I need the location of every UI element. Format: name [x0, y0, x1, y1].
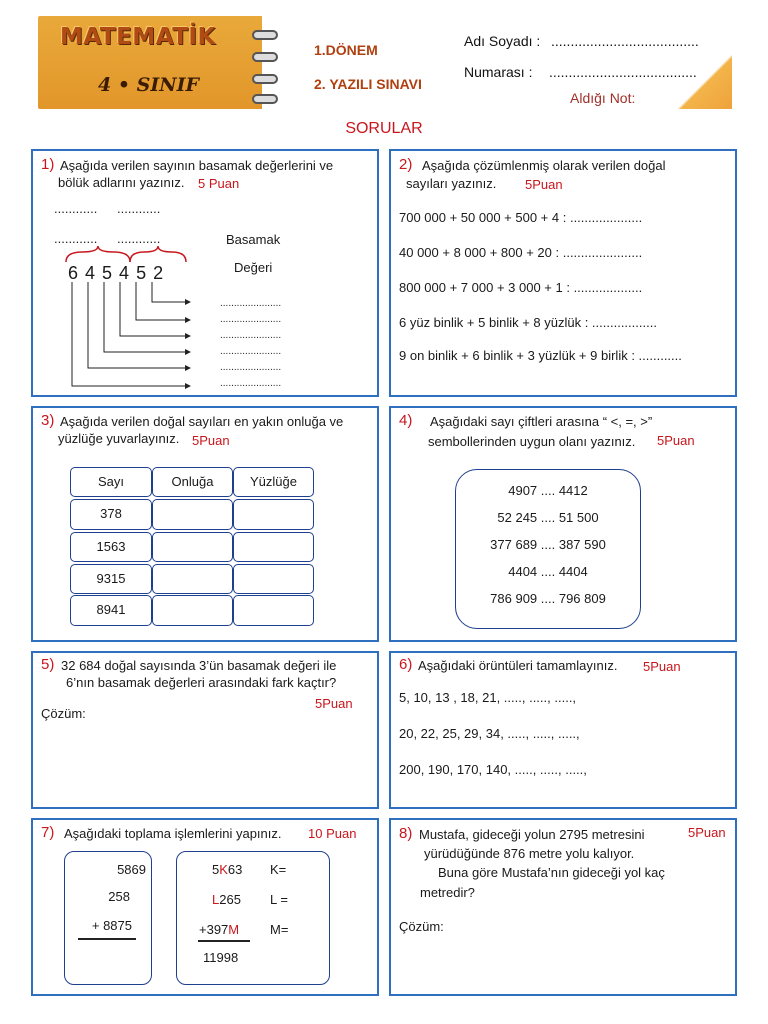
k-answer[interactable]: K= [270, 862, 287, 877]
number-label: Numarası : [464, 64, 533, 80]
question-text: yüzlüğe yuvarlayınız. [58, 431, 180, 446]
question-text: Aşağıdaki örüntüleri tamamlayınız. [418, 658, 618, 673]
unknown-k: K [219, 862, 228, 877]
unknown-m: M [228, 922, 240, 937]
digit: 4 [119, 263, 137, 283]
number-field[interactable]: ...................................... [549, 64, 697, 80]
digit: 5 [136, 263, 154, 283]
answer-line[interactable]: ...................... [220, 346, 282, 357]
grade-label: Aldığı Not: [570, 90, 636, 106]
digit: 5 [102, 263, 120, 283]
digit: 4 [85, 263, 103, 283]
answer-line[interactable]: ...................... [220, 378, 282, 389]
pattern-line[interactable]: 5, 10, 13 , 18, 21, ....., ....., ....., [399, 690, 577, 705]
question-text: sembollerinden uygun olanı yazınız. [428, 434, 636, 449]
question-text: Mustafa, gideceği yolun 2795 metresini [419, 827, 645, 842]
table-cell-number: 1563 [70, 532, 152, 562]
expanded-number-line[interactable]: 6 yüz binlik + 5 binlik + 8 yüzlük : .................. [399, 315, 657, 330]
binder-ring-icon [252, 74, 278, 84]
question-text: 32 684 doğal sayısında 3’ün basamak değeri ile [61, 658, 337, 673]
points-label: 5Puan [192, 433, 230, 448]
table-cell-answer[interactable] [233, 499, 314, 530]
question-text: metredir? [420, 885, 475, 900]
unknown-l: L [212, 892, 220, 907]
question-number: 4) [399, 412, 413, 429]
table-cell-answer[interactable] [233, 595, 314, 626]
digit: 5 [212, 862, 220, 877]
logo-grade: 4 • SINIF [98, 74, 199, 96]
binder-ring-icon [252, 94, 278, 104]
addend: + 8875 [91, 918, 132, 933]
comparison-pair[interactable]: 4907 .... 4412 [508, 483, 588, 498]
points-label: 5Puan [688, 825, 726, 840]
points-label: 10 Puan [308, 826, 357, 841]
points-label: 5Puan [315, 696, 353, 711]
addend: 258 [108, 889, 130, 904]
question-text: yürüdüğünde 876 metre yolu kalıyor. [424, 846, 635, 861]
comparison-pair[interactable]: 4404 .... 4404 [508, 564, 588, 579]
table-cell-number: 8941 [70, 595, 152, 626]
digit: 63 [227, 862, 243, 877]
table-cell-number: 9315 [70, 564, 152, 594]
binder-ring-icon [252, 52, 278, 62]
solution-label: Çözüm: [399, 919, 444, 934]
answer-dots[interactable]: ............ [117, 201, 161, 216]
name-field[interactable]: ...................................... [551, 33, 699, 49]
answer-line[interactable]: ...................... [220, 362, 282, 373]
name-label: Adı Soyadı : [464, 33, 541, 49]
addend: 5869 [117, 862, 146, 877]
question-text: Aşağıdaki sayı çiftleri arasına “ <, =, >” [430, 414, 653, 429]
sum-value: 11998 [203, 950, 239, 965]
points-label: 5Puan [657, 433, 695, 448]
l-answer[interactable]: L = [270, 892, 288, 907]
exam-label: 2. YAZILI SINAVI [314, 76, 422, 92]
comparison-pair[interactable]: 52 245 .... 51 500 [497, 510, 599, 525]
question-text: Buna göre Mustafa’nın gideceği yol kaç [438, 865, 665, 880]
solution-label: Çözüm: [41, 706, 86, 721]
header-title-panel [262, 16, 458, 109]
question-text: 6’nın basamak değerleri arasındaki fark kaçtır? [66, 675, 337, 690]
pattern-line[interactable]: 200, 190, 170, 140, ....., ....., ....., [399, 762, 587, 777]
question-text: bölük adlarını yazınız. [58, 175, 185, 190]
expanded-number-line[interactable]: 9 on binlik + 6 binlik + 3 yüzlük + 9 birlik : ............ [399, 348, 682, 363]
points-label: 5Puan [525, 177, 563, 192]
question-number: 2) [399, 156, 413, 173]
table-cell-number: 378 [70, 499, 152, 530]
question-number: 7) [41, 824, 55, 841]
digit: 2 [153, 263, 171, 283]
question-text: Aşağıda verilen sayının basamak değerlerini ve [60, 158, 334, 173]
binder-ring-icon [252, 30, 278, 40]
degeri-label: Değeri [234, 260, 273, 275]
term-label: 1.DÖNEM [314, 42, 378, 58]
answer-dots[interactable]: ............ [54, 201, 98, 216]
m-answer[interactable]: M= [270, 922, 289, 937]
table-cell-answer[interactable] [152, 595, 233, 626]
sum-line [198, 940, 250, 942]
points-label: 5 Puan [198, 176, 240, 191]
comparison-pair[interactable]: 786 909 .... 796 809 [490, 591, 606, 606]
table-cell-answer[interactable] [233, 564, 314, 594]
points-label: 5Puan [643, 659, 681, 674]
answer-line[interactable]: ...................... [220, 314, 282, 325]
table-cell-answer[interactable] [152, 532, 233, 562]
expanded-number-line[interactable]: 40 000 + 8 000 + 800 + 20 : ...................... [399, 245, 643, 260]
digit: 265 [219, 892, 241, 907]
sum-line [78, 938, 136, 940]
question-number: 5) [41, 656, 55, 673]
expanded-number-line[interactable]: 700 000 + 50 000 + 500 + 4 : .................... [399, 210, 643, 225]
section-title: SORULAR [345, 120, 423, 137]
answer-line[interactable]: ...................... [220, 330, 282, 341]
question-text: sayıları yazınız. [406, 176, 497, 191]
digit-arrows [60, 282, 200, 392]
question-text: Aşağıdaki toplama işlemlerini yapınız. [64, 826, 282, 841]
logo-title: MATEMATİK [60, 24, 216, 50]
table-header-sayi: Sayı [70, 467, 152, 497]
question-number: 3) [41, 412, 55, 429]
comparison-pair[interactable]: 377 689 .... 387 590 [490, 537, 606, 552]
question-text: Aşağıda çözümlenmiş olarak verilen doğal [422, 158, 666, 173]
table-header-onluga: Onluğa [152, 467, 233, 497]
question-number: 8) [399, 825, 413, 842]
basamak-label: Basamak [226, 232, 281, 247]
table-cell-answer[interactable] [152, 499, 233, 530]
answer-line[interactable]: ...................... [220, 298, 282, 309]
table-cell-answer[interactable] [152, 564, 233, 594]
answer-dots[interactable]: ............ [117, 231, 161, 246]
question-number: 1) [41, 156, 55, 173]
addition-box-2 [176, 851, 330, 985]
digit: 6 [68, 263, 86, 283]
question-text: Aşağıda verilen doğal sayıları en yakın onluğa ve [60, 414, 344, 429]
answer-dots[interactable]: ............ [54, 231, 98, 246]
pattern-line[interactable]: 20, 22, 25, 29, 34, ....., ....., ....., [399, 726, 580, 741]
expanded-number-line[interactable]: 800 000 + 7 000 + 3 000 + 1 : ................... [399, 280, 643, 295]
digit: +397 [199, 922, 229, 937]
question-number: 6) [399, 656, 413, 673]
table-header-yuzluge: Yüzlüğe [233, 467, 314, 497]
table-cell-answer[interactable] [233, 532, 314, 562]
